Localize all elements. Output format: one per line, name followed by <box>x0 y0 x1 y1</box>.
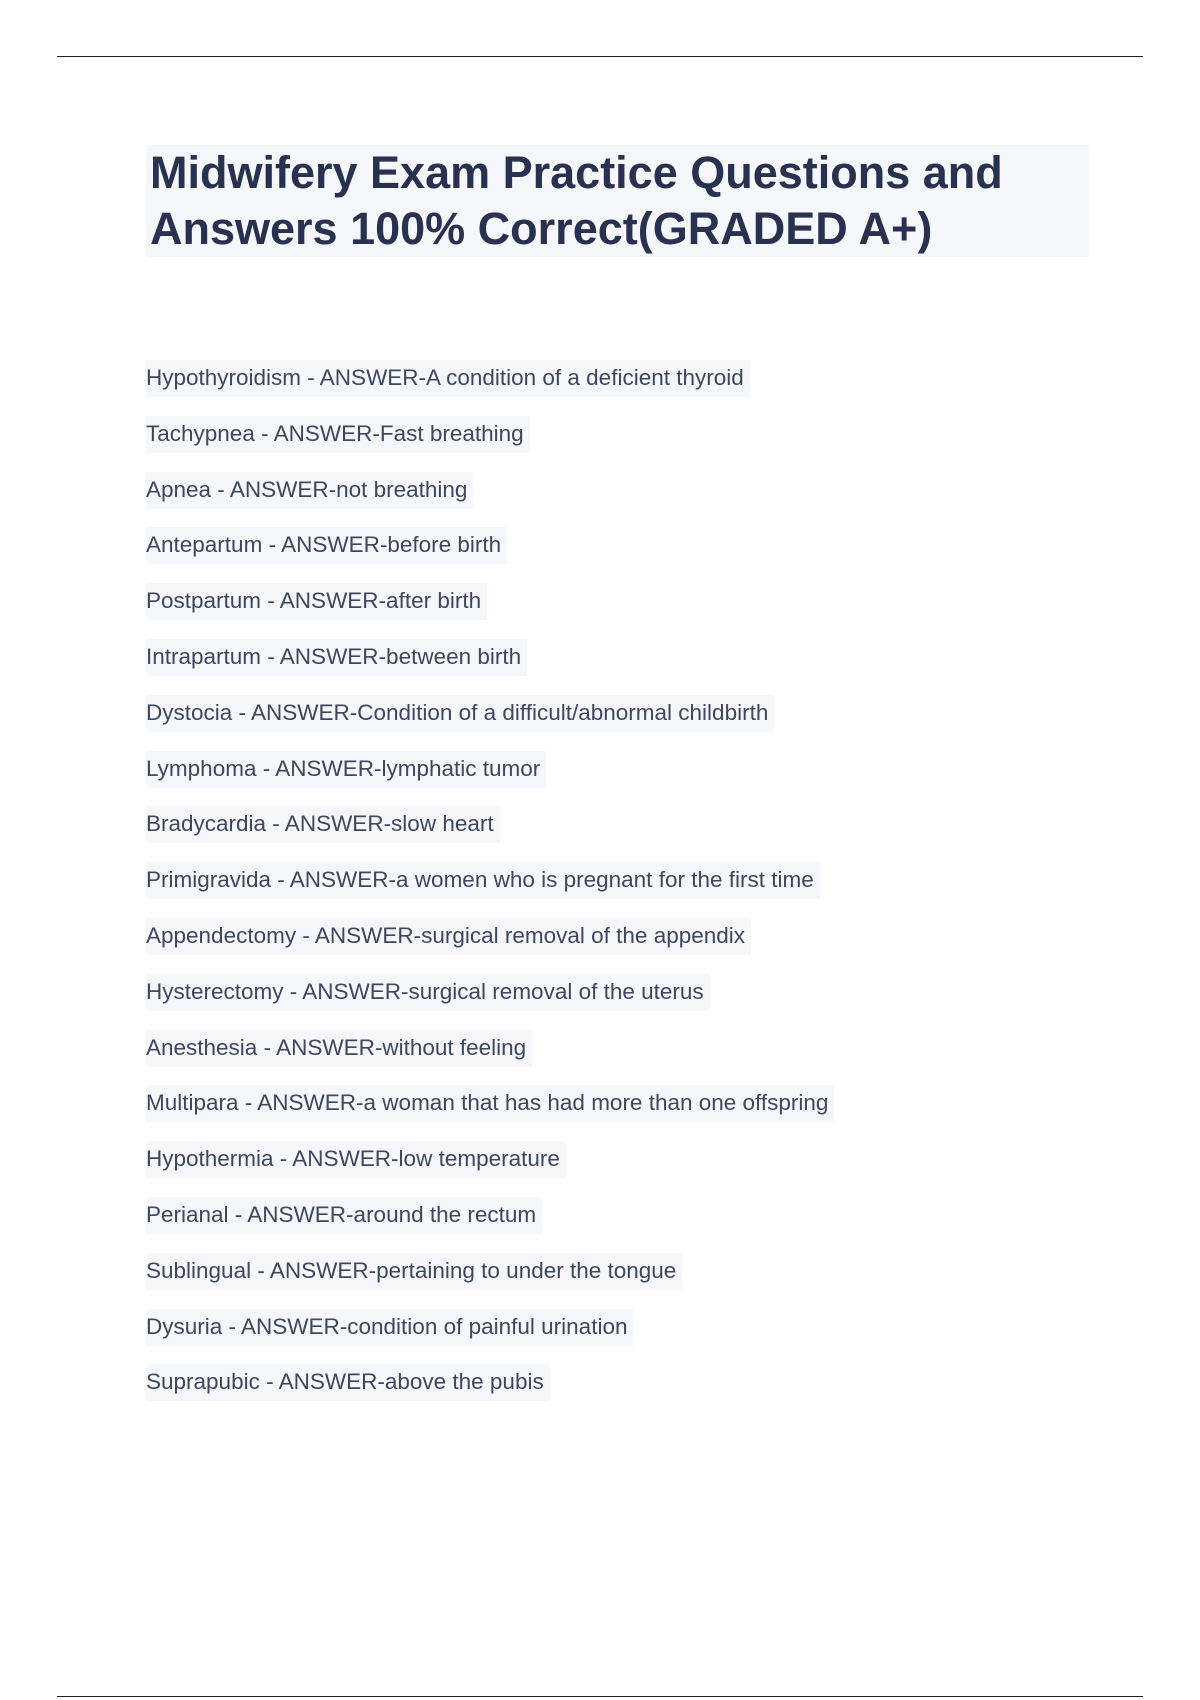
qa-entry: Bradycardia - ANSWER-slow heart <box>146 806 500 843</box>
qa-entry: Antepartum - ANSWER-before birth <box>146 527 507 564</box>
qa-entry: Hysterectomy - ANSWER-surgical removal of the uterus <box>146 974 710 1011</box>
list-item <box>146 1364 1146 1420</box>
qa-entry: Intrapartum - ANSWER-between birth <box>146 639 527 676</box>
list-item <box>146 695 1146 751</box>
header-rule <box>57 56 1143 57</box>
list-item <box>146 1030 1146 1086</box>
title-block <box>146 145 1089 257</box>
qa-entry: Apnea - ANSWER-not breathing <box>146 472 473 509</box>
list-item <box>146 1197 1146 1253</box>
qa-entry: Lymphoma - ANSWER-lymphatic tumor <box>146 751 546 788</box>
qa-entry: Multipara - ANSWER-a woman that has had more than one offspring <box>146 1085 834 1122</box>
list-item <box>146 583 1146 639</box>
list-item <box>146 360 1146 416</box>
qa-entry: Perianal - ANSWER-around the rectum <box>146 1197 542 1234</box>
qa-entry: Hypothermia - ANSWER-low temperature <box>146 1141 566 1178</box>
list-item <box>146 1141 1146 1197</box>
list-item <box>146 639 1146 695</box>
qa-entry: Dysuria - ANSWER-condition of painful urination <box>146 1309 633 1346</box>
list-item <box>146 416 1146 472</box>
list-item <box>146 862 1146 918</box>
qa-list <box>146 360 1146 1420</box>
qa-entry: Tachypnea - ANSWER-Fast breathing <box>146 416 530 453</box>
page-title: Midwifery Exam Practice Questions and Answers 100% Correct(GRADED A+) <box>150 147 1003 254</box>
list-item <box>146 472 1146 528</box>
qa-entry: Hypothyroidism - ANSWER-A condition of a deficient thyroid <box>146 360 750 397</box>
footer-rule <box>57 1696 1143 1697</box>
list-item <box>146 1309 1146 1365</box>
qa-entry: Primigravida - ANSWER-a women who is pregnant for the first time <box>146 862 820 899</box>
qa-entry: Anesthesia - ANSWER-without feeling <box>146 1030 532 1067</box>
qa-entry: Sublingual - ANSWER-pertaining to under the tongue <box>146 1253 682 1290</box>
qa-entry: Appendectomy - ANSWER-surgical removal of the appendix <box>146 918 751 955</box>
list-item <box>146 527 1146 583</box>
list-item <box>146 806 1146 862</box>
list-item <box>146 1253 1146 1309</box>
list-item <box>146 1085 1146 1141</box>
qa-entry: Dystocia - ANSWER-Condition of a difficult/abnormal childbirth <box>146 695 774 732</box>
qa-entry: Suprapubic - ANSWER-above the pubis <box>146 1364 550 1401</box>
qa-entry: Postpartum - ANSWER-after birth <box>146 583 487 620</box>
list-item <box>146 918 1146 974</box>
list-item <box>146 974 1146 1030</box>
list-item <box>146 751 1146 807</box>
